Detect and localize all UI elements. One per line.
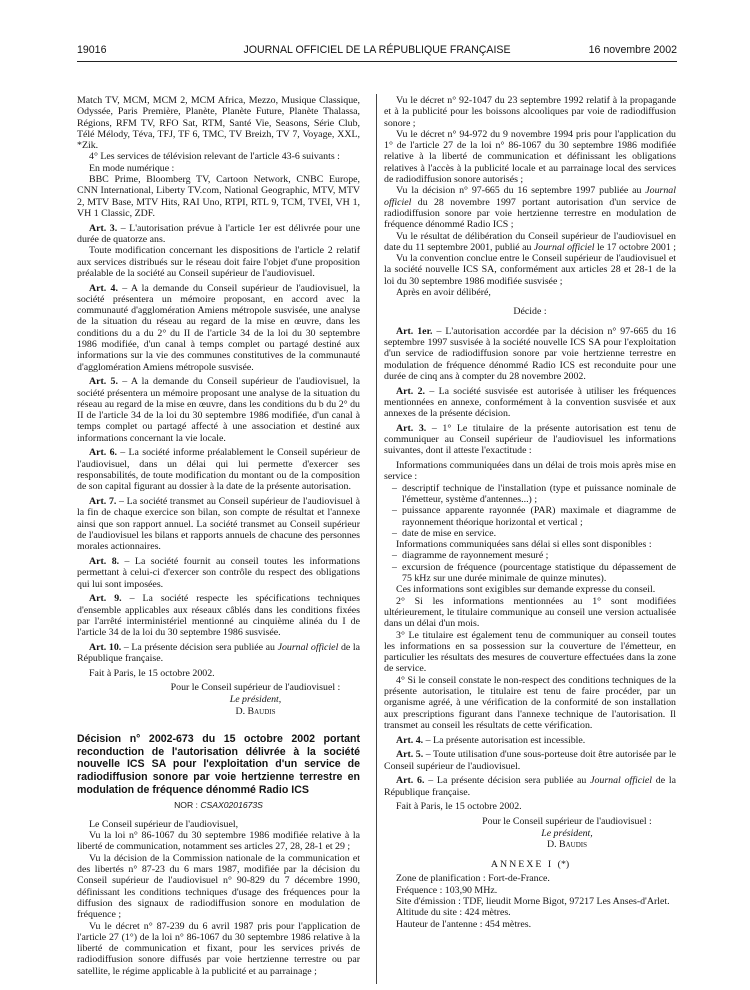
signature-block bbox=[458, 816, 676, 851]
journal-officiel-ref: Journal officiel bbox=[277, 641, 339, 653]
visa-7 bbox=[384, 231, 676, 254]
visa-6 bbox=[384, 185, 676, 230]
article-label: Art. 5. bbox=[89, 376, 118, 388]
services-list-continued: Match TV, MCM, MCM 2, MCM Africa, Mezzo, Musique Classique, Odyssée, Paris Première, Planète, Planète Future, Planète Thalassa, Régions, RFM TV, RFO Sat, RTM, Santé Vie, Seasons, Série Club, Télé Mélody, Téva, TFJ, TF 6, TMC, TV Breizh, TV 7, Voyage, XXL, *Zik. bbox=[77, 95, 360, 152]
article-5 bbox=[384, 749, 676, 772]
issue-date: 16 novembre 2002 bbox=[588, 44, 677, 56]
article-label: Art. 1er. bbox=[396, 325, 433, 337]
info-list-2 bbox=[384, 550, 676, 584]
decision-title: Décision n° 2002-673 du 15 octobre 2002 portant reconduction de l'autorisation délivrée à la société nouvelle ICS SA pour l'exploitation d'un service de radiodiffusion sonore par voie hertzienne terrestre en modulation de fréquence dénommé Radio ICS bbox=[77, 733, 360, 796]
nor-reference bbox=[77, 800, 360, 811]
list-item: – descriptif technique de l'installation (type et puissance nominale de l'émetteur, système d'antennes...) ; bbox=[384, 483, 676, 506]
info-list-1 bbox=[384, 483, 676, 539]
signature-name: D. Baudis bbox=[546, 839, 588, 851]
column-divider bbox=[376, 94, 377, 984]
site-emission: Site d'émission : TDF, lieudit Morne Bigot, 97217 Les Anses-d'Arlet. bbox=[396, 896, 670, 907]
article-text: – A la demande du Conseil supérieur de l'audiovisuel, la société présentera un mémoire proposant une analyse de la situation du réseau au regard de la mise en œuvre, dans les conditions du b du 2° du II de l'article 34 de la loi du 30 septembre 1986 modifiée, d'un canal à temps complet ou partagé affecté à une association et destiné aux informations concernant la vie locale. bbox=[77, 376, 360, 444]
journal-officiel-ref: Journal officiel bbox=[590, 775, 652, 787]
article-label: Art. 10. bbox=[89, 641, 122, 653]
article-text: – La société fournit au conseil toutes les informations permettant à celui-ci d'exercer son contrôle du respect des obligations qui lui sont imposées. bbox=[77, 555, 360, 590]
journal-officiel-ref: Journal officiel bbox=[384, 185, 676, 208]
article-text: – La société transmet au Conseil supérieur de l'audiovisuel à la fin de chaque exercice son bilan, son compte de résultat et l'annexe ainsi que son rapport annuel. La société transmet au Conseil supérieur de l'audiovisuel les bilans et rapports annuels de chacune des personnes morales actionnaires. bbox=[77, 496, 360, 553]
visa-text: Vu la décision n° 97-665 du 16 septembre 1997 publiée au bbox=[396, 185, 646, 197]
article-text: – La société informe préalablement le Conseil supérieur de l'audiovisuel, dans un délai qui lui permette d'exercer ses responsabilités, de toute modification du montant ou de la composition de son capital figurant au dossier à la date de la présente autorisation. bbox=[77, 447, 360, 493]
signature-role: Le président, bbox=[541, 827, 593, 839]
nor-code: CSAX0201673S bbox=[200, 799, 263, 810]
article-label: Art. 6. bbox=[396, 775, 425, 787]
article-label: Art. 4. bbox=[396, 734, 424, 746]
paragraph-4-services: 4° Les services de télévision relevant de l'article 43-6 suivants : bbox=[89, 151, 340, 163]
visa-text: le 17 octobre 2001 ; bbox=[594, 241, 676, 253]
signature-line: Pour le Conseil supérieur de l'audiovisuel : bbox=[482, 815, 652, 827]
article-text: – La présente décision sera publiée au bbox=[424, 775, 591, 787]
article-text: – La société susvisée est autorisée à utiliser les fréquences mentionnées en annexe, conformément à la convention susvisée et aux annexes de la présente décision. bbox=[384, 385, 676, 420]
article-10 bbox=[77, 642, 360, 665]
article-text: – A la demande du Conseil supérieur de l'audiovisuel, la société présentera un mémoire proposant, en accord avec la communauté d'agglomération Amiens métropole susvisée, une analyse de la situation du réseau au regard de la mise en œuvre, dans les conditions du a du 2° du II de l'article 34 de la loi du 30 septembre 1986 modifiée, d'un canal à temps complet ou partagé destiné aux informations sur la vie des communes constitutives de la communauté d'agglomération Amiens métropole susvisée. bbox=[77, 282, 360, 373]
visa-text: Vu le résultat de délibération du Conseil supérieur de l'audiovisuel en date du 11 septembre 2001, publié au bbox=[384, 230, 676, 253]
paragraph-modification: Toute modification concernant les dispositions de l'article 2 relatif aux services distribués sur le réseau doit faire l'objet d'une proposition préalable de la société au Conseil supérieur de l'audiovisuel. bbox=[77, 245, 360, 279]
annexe-heading bbox=[384, 859, 676, 870]
zone-planification: Zone de planification : Fort-de-France. bbox=[396, 873, 550, 885]
visa-8: Vu la convention conclue entre le Conseil supérieur de l'audiovisuel et la société nouvelle ICS SA, conformément aux articles 28 et 28-1 de la loi du 30 septembre 1986 modifiée susvisée ; bbox=[384, 253, 676, 287]
annexe-title: ANNEXE I bbox=[490, 858, 554, 870]
journal-officiel-ref: Journal officiel bbox=[533, 241, 595, 253]
paragraph-2: 2° Si les informations mentionnées au 1° sont modifiées ultérieurement, le titulaire communique au conseil une version actualisée dans un délai d'un mois. bbox=[384, 595, 676, 630]
info-sans-delai: Informations communiquées sans délai si elles sont disponibles : bbox=[396, 539, 652, 551]
page-number: 19016 bbox=[77, 44, 107, 56]
altitude-site: Altitude du site : 424 mètres. bbox=[396, 907, 511, 919]
article-text: – L'autorisation accordée par la décision n° 97-665 du 16 septembre 1997 susvisée à la société nouvelle ICS SA pour l'exploitation d'un service de radiodiffusion sonore par voie hertzienne terrestre en modulation de fréquence dénommé Radio ICS est reconduite pour une durée de cinq ans à compter du 28 novembre 2002. bbox=[384, 325, 676, 382]
article-text: de la République française. bbox=[384, 775, 676, 798]
article-2 bbox=[384, 386, 676, 420]
article-7 bbox=[77, 496, 360, 552]
article-label: Art. 3. bbox=[396, 422, 427, 434]
visa-text: du 28 novembre 1997 portant autorisation d'un service de radiodiffusion sonore par voie hertzienne terrestre en modulation de fréquence dénommé Radio ICS ; bbox=[384, 196, 676, 231]
visa-2: Vu la décision de la Commission nationale de la communication et des libertés n° 87-23 du 6 mars 1987, modifiée par la décision du Conseil supérieur de l'audiovisuel n° 90-829 du 7 décembre 1990, définissant les conditions techniques d'usage des fréquences pour la diffusion des signaux de radiodiffusion sonore en modulation de fréquence ; bbox=[77, 852, 360, 921]
article-3 bbox=[384, 423, 676, 457]
numerique-label: En mode numérique : bbox=[89, 162, 175, 174]
article-text: de la République française. bbox=[77, 641, 360, 665]
article-4 bbox=[384, 735, 676, 746]
left-column bbox=[77, 95, 360, 977]
article-9 bbox=[77, 593, 360, 638]
article-6 bbox=[384, 775, 676, 798]
article-label: Art. 9. bbox=[89, 593, 122, 605]
visa-3: Vu le décret n° 87-239 du 6 avril 1987 pris pour l'application de l'article 27 (1°) de la loi n° 86-1067 du 30 septembre 1986 relative à la liberté de communication et fixant, pour les services privés de radiodiffusion sonore diffusés par voie hertzienne terrestre ou par satellite, le régime applicable à la publicité et au parrainage ; bbox=[77, 920, 360, 977]
fait-a-paris: Fait à Paris, le 15 octobre 2002. bbox=[396, 801, 522, 813]
signature-name: D. Baudis bbox=[235, 705, 276, 717]
numerique-list: BBC Prime, Bloomberg TV, Cartoon Network, CNBC Europe, CNN International, Liberty TV.com, National Geographic, MTV, MTV 2, MTV Base, MTV Hits, RAI Uno, RTPI, RTL 9, TCM, TVEI, VH 1, VH 1 Classic, ZDF. bbox=[77, 174, 360, 219]
frequence: Fréquence : 103,90 MHz. bbox=[396, 884, 498, 896]
signature-block bbox=[151, 682, 360, 717]
article-text: – L'autorisation prévue à l'article 1er est délivrée pour une durée de quatorze ans. bbox=[77, 222, 360, 245]
annexe-footnote-ref: (*) bbox=[557, 858, 570, 870]
fait-a-paris: Fait à Paris, le 15 octobre 2002. bbox=[89, 667, 215, 679]
list-item: – puissance apparente rayonnée (PAR) maximale et diagramme de rayonnement théorique horizontal et vertical ; bbox=[384, 505, 676, 528]
journal-title: JOURNAL OFFICIEL DE LA RÉPUBLIQUE FRANÇAISE bbox=[243, 44, 511, 56]
article-5 bbox=[77, 376, 360, 444]
article-text: – La présente autorisation est incessible. bbox=[423, 734, 586, 746]
paragraph-3: 3° Le titulaire est également tenu de communiquer au conseil toutes les informations en sa possession sur la couverture de l'émetteur, en particulier les résultats des mesures de couverture effectuées dans la zone de service. bbox=[384, 629, 676, 675]
article-8 bbox=[77, 556, 360, 590]
article-1 bbox=[384, 326, 676, 382]
paragraph-conseil: Le Conseil supérieur de l'audiovisuel, bbox=[89, 818, 239, 830]
article-3 bbox=[77, 223, 360, 246]
hauteur-antenne: Hauteur de l'antenne : 454 mètres. bbox=[396, 918, 532, 930]
info-3-mois: Informations communiquées dans un délai de trois mois après mise en service : bbox=[384, 460, 676, 483]
page-header bbox=[77, 44, 677, 60]
right-column bbox=[384, 95, 676, 930]
article-label: Art. 6. bbox=[89, 447, 117, 459]
list-item: – date de mise en service. bbox=[384, 528, 676, 539]
paragraph-4: 4° Si le conseil constate le non-respect des conditions techniques de la présente autorisation, le titulaire est tenu de faire procéder, par un organisme agréé, à une vérification de la conformité de son installation aux prescriptions figurant dans l'annexe technique de l'autorisation. Il transmet au conseil les résultats de cette vérification. bbox=[384, 674, 676, 731]
article-text: – La société respecte les spécifications techniques d'ensemble applicables aux réseaux câblés dans les conditions fixées par l'arrêté interministériel mentionné au cinquième alinéa du I de l'article 34 de la loi du 30 septembre 1986 susvisée. bbox=[77, 593, 361, 639]
article-4 bbox=[77, 283, 360, 373]
article-text: – La présente décision sera publiée au bbox=[121, 641, 278, 653]
header-rule bbox=[77, 61, 677, 62]
article-label: Art. 7. bbox=[89, 496, 117, 508]
article-label: Art. 3. bbox=[89, 222, 118, 234]
apres-delibere: Après en avoir délibéré, bbox=[396, 287, 491, 299]
article-label: Art. 4. bbox=[89, 282, 118, 294]
informations-exigibles: Ces informations sont exigibles sur demande expresse du conseil. bbox=[396, 584, 656, 596]
decide-heading: Décide : bbox=[513, 306, 547, 318]
article-label: Art. 2. bbox=[396, 385, 425, 397]
article-text: – Toute utilisation d'une sous-porteuse doit être autorisée par le Conseil supérieur de l'audiovisuel. bbox=[384, 749, 676, 772]
visa-1: Vu la loi n° 86-1067 du 30 septembre 1986 modifiée relative à la liberté de communication, notamment ses articles 27, 28, 28-1 et 29 ; bbox=[77, 830, 360, 853]
list-item: – diagramme de rayonnement mesuré ; bbox=[384, 550, 676, 561]
list-item: – excursion de fréquence (pourcentage statistique du dépassement de 75 kHz sur une durée minimale de quinze minutes). bbox=[384, 562, 676, 585]
signature-role: Le président, bbox=[229, 694, 282, 706]
article-text: – 1° Le titulaire de la présente autorisation est tenu de communiquer au Conseil supérieur de l'audiovisuel les informations suivantes, dont il atteste l'exactitude : bbox=[384, 422, 676, 457]
visa-5: Vu le décret n° 94-972 du 9 novembre 1994 pris pour l'application du 1° de l'article 27 de la loi n° 86-1067 du 30 septembre 1986 modifiée relative à la liberté de communication et définissant les obligations relatives à l'accès à la publicité locale et au parrainage local des services de radiodiffusion sonore autorisés ; bbox=[384, 128, 676, 186]
signature-line: Pour le Conseil supérieur de l'audiovisuel : bbox=[170, 682, 341, 694]
nor-label: NOR : bbox=[174, 799, 201, 810]
visa-4: Vu le décret n° 92-1047 du 23 septembre 1992 relatif à la propagande et à la publicité pour les boissons alcooliques par voie de radiodiffusion sonore ; bbox=[384, 95, 676, 129]
article-6 bbox=[77, 447, 360, 492]
article-label: Art. 8. bbox=[89, 555, 120, 567]
article-label: Art. 5. bbox=[396, 749, 424, 761]
